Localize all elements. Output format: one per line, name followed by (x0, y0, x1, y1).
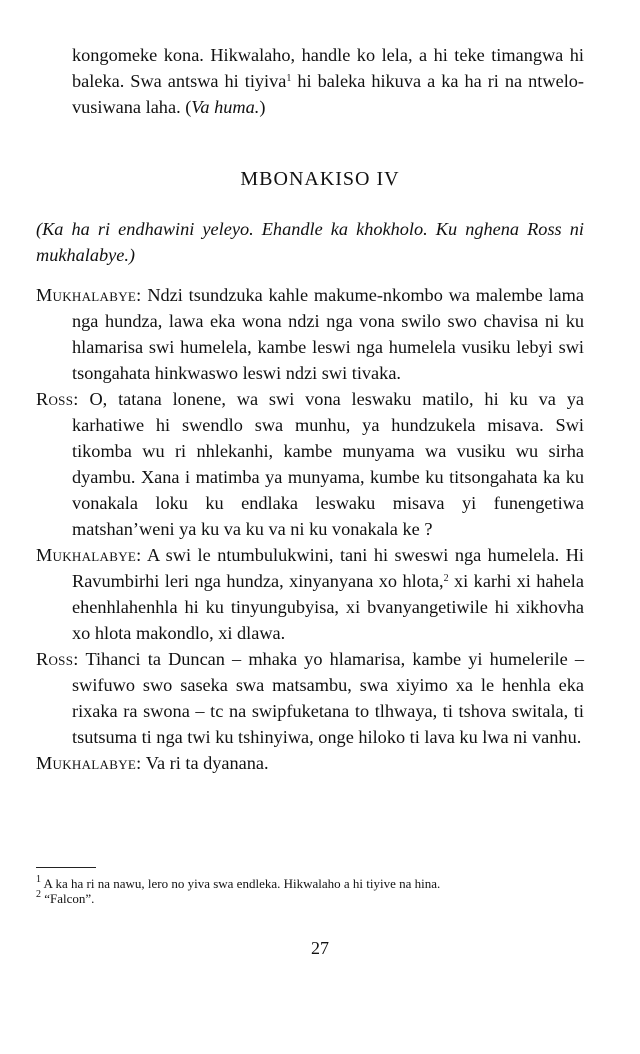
scene-heading: MBONAKISO IV (240, 168, 400, 190)
page-number: 27 (311, 938, 329, 958)
speaker-name: Mukhalabye: (36, 753, 142, 773)
speech-text-2: xi karhi xi hahela ehenhlahenhla hi ku tinyungubyisa, xi bvanyangetiwile hi xikhovha xo hlota makondlo, xi dlawa. (72, 571, 584, 643)
footnote-ref-1: 1 (286, 73, 292, 84)
speech-mukhalabye-1 (36, 282, 584, 386)
speech-text: O, tatana lonene, wa swi vona leswaku matilo, hi ku va ya karhatiwe hi swendlo swa munhu, ya hundzukela misava. Swi tikomba wu ri nhlekanhi, kambe munyama wa vusiku wu sirha dyambu. Xana i matimba ya munyama, kumbe ku titsongahata ka ku vonakala loku ku endlaka leswaku misava yi funengetiwa matshan’weni ya ku va ku va ni ku vonakala ke ? (72, 389, 584, 539)
speaker-name: Mukhalabye: (36, 545, 142, 565)
speech-ross-2 (36, 646, 584, 750)
continuation-text-1: kongomeke kona. Hikwalaho, handle ko lela, a hi teke timangwa hi baleka. Swa antswa hi tiyiva (72, 45, 584, 91)
speech-text-1: A swi le ntumbulukwini, tani hi sweswi nga humelela. Hi Ravumbirhi leri nga hundza, xinyanyana xo hlota, (72, 545, 585, 591)
continuation-close-paren: ) (259, 97, 266, 117)
footnote-2 (36, 891, 584, 906)
footnote-1 (36, 876, 584, 891)
continuation-paragraph (36, 42, 584, 120)
exit-stage-direction: Va huma. (191, 97, 260, 117)
speaker-name: Ross: (36, 649, 79, 669)
footnote-mark: 2 (36, 889, 41, 900)
footnote-text: A ka ha ri na nawu, lero no yiva swa endleka. Hikwalaho a hi tiyive na hina. (43, 876, 441, 891)
dialogue (36, 282, 584, 776)
speech-mukhalabye-3 (36, 750, 584, 776)
footnote-ref-2: 2 (443, 573, 449, 584)
footnote-mark: 1 (36, 874, 41, 885)
continuation-text-2: hi baleka hikuva a ka ha ri na ntwelo-vusiwana laha. ( (72, 71, 584, 117)
speaker-name: Ross: (36, 389, 79, 409)
footnotes (36, 876, 584, 906)
speech-text: Va ri ta dyanana. (145, 753, 269, 773)
speaker-name: Mukhalabye: (36, 285, 142, 305)
speech-text: Ndzi tsundzuka kahle makume-nkombo wa malembe lama nga hundza, lawa eka wona ndzi nga vona swilo swo chavisa ni ku hlamarisa swi humelela, kambe leswi nga humelela vusiku lebyi swi tsongahata hinkwaswo leswi ndzi swi tivaka. (72, 285, 584, 383)
speech-ross-1 (36, 386, 584, 542)
scene-stage-direction: (Ka ha ri endhawini yeleyo. Ehandle ka khokholo. Ku nghena Ross ni mukhalabye.) (36, 219, 584, 265)
speech-text: Tihanci ta Duncan – mhaka yo hlamarisa, kambe yi humelerile – swifuwo swo saseka swa matsambu, swa xiyimo xa le henhla eka rixaka ra swona – tc na swipfuketana to tlhwaya, ti tshova switala, ti tsutsuma ti nga twi ku tshinyiwa, onge hiloko ti lava ku lwa ni vanhu. (72, 649, 585, 747)
footnote-divider (36, 867, 96, 868)
footnote-text: “Falcon”. (44, 891, 95, 906)
speech-mukhalabye-2 (36, 542, 584, 646)
